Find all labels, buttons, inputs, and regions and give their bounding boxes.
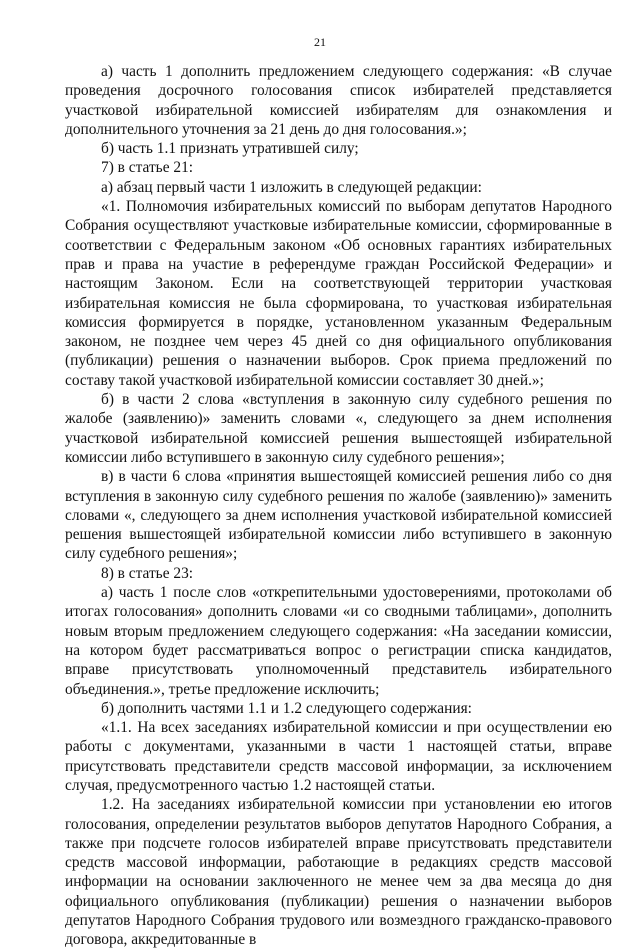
paragraph: б) дополнить частями 1.1 и 1.2 следующего содержания: (101, 699, 472, 717)
paragraph: а) абзац первый части 1 изложить в следующей редакции: (101, 178, 482, 196)
paragraph: в) в части 6 слова «принятия вышестоящей комиссией решения либо со дня вступления в законную силу судебного решения по жалобе (заявлению)» заменить словами «, следующего за днем исполнения участковой избирательной комиссией решения вышестоящей избирательной комиссии либо вступившего в законную силу судебного решения»; (65, 468, 612, 563)
paragraph: а) часть 1 после слов «открепительными удостоверениями, протоколами об итогах голосования» дополнить словами «и со сводными таблицами», дополнить новым вторым предложением следующего содержания: «На заседании комиссии, на котором будет рассматриваться вопрос о регистрации списка кандидатов, вправе присутствовать уполномоченный представитель избирательного объединения.», третье предложение исключить; (65, 584, 612, 698)
paragraph: «1. Полномочия избирательных комиссий по выборам депутатов Народного Собрания осуществляют участковые избирательные комиссии, сформированные в соответствии с Федеральным законом «Об основных гарантиях избирательных прав и права на участие в референдуме граждан Российской Федерации» и настоящим Законом. Если на соответствующей территории участковая избирательная комиссия не была сформирована, то участковая избирательная комиссия формируется в порядке, установленном указанным Федеральным законом, не позднее чем через 45 дней со дня официального опубликования (публикации) решения о назначении выборов. Срок приема предложений по составу такой участковой избирательной комиссии составляет 30 дней.»; (65, 198, 612, 389)
paragraph: «1.1. На всех заседаниях избирательной комиссии и при осуществлении ею работы с документами, указанными в части 1 настоящей статьи, вправе присутствовать представители средств массовой информации, за исключением случая, предусмотренного частью 1.2 настоящей статьи. (65, 719, 612, 794)
page-number: 21 (314, 35, 326, 49)
paragraph: а) часть 1 дополнить предложением следующего содержания: «В случае проведения досрочного голосования список избирателей представляется участковой избирательной комиссией избирателям для ознакомления и дополнительного уточнения за 21 день до дня голосования.»; (65, 63, 612, 138)
paragraph: б) в части 2 слова «вступления в законную силу судебного решения по жалобе (заявлению)» заменить словами «, следующего за днем исполнения участковой избирательной комиссией решения вышестоящей избирательной комиссии либо вступившего в законную силу судебного решения»; (65, 391, 612, 466)
document-body (65, 62, 612, 950)
paragraph: б) часть 1.1 признать утратившей силу; (101, 140, 359, 158)
paragraph: 7) в статье 21: (101, 159, 194, 177)
paragraph: 8) в статье 23: (101, 564, 194, 582)
paragraph: 1.2. На заседаниях избирательной комиссии при установлении ею итогов голосования, определении результатов выборов депутатов Народного Собрания, а также при подсчете голосов избирателей вправе присутствовать представители средств массовой информации, работающие в редакциях средств массовой информации на основании заключенного не менее чем за два месяца до дня официального опубликования (публикации) решения о назначении выборов депутатов Народного Собрания трудового или возмездного гражданско-правового договора, аккредитованные в (65, 796, 612, 949)
